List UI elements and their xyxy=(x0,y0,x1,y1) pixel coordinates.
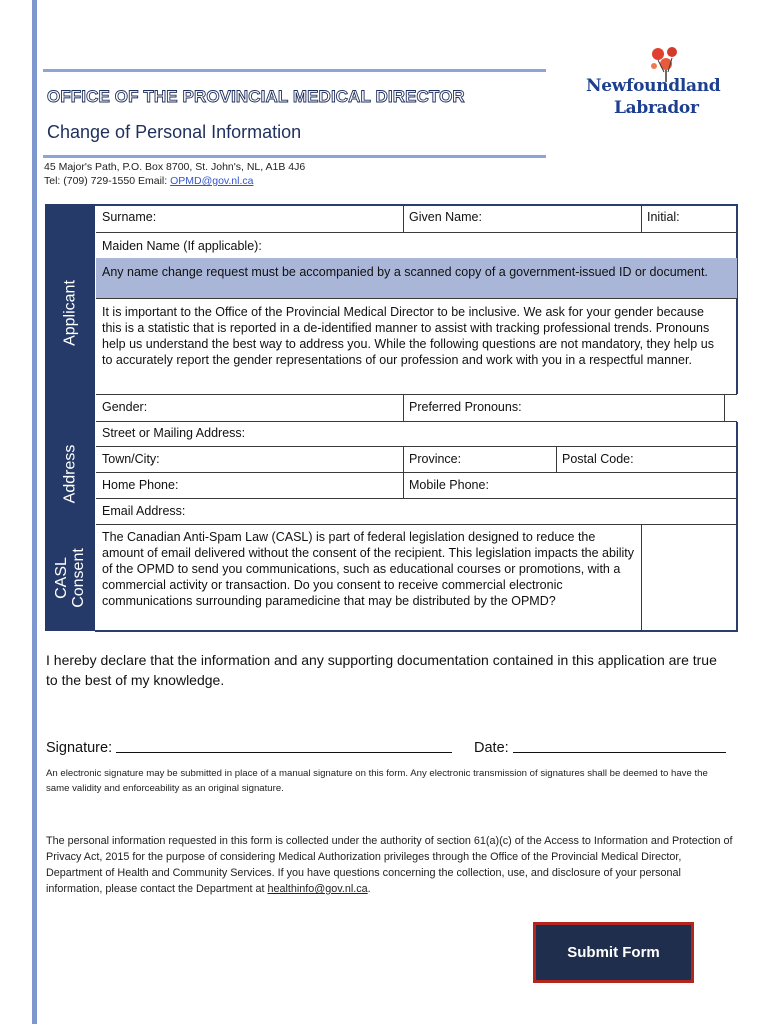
email-address-field[interactable]: Email Address: xyxy=(102,504,186,518)
form-title: Change of Personal Information xyxy=(47,122,302,142)
given-name-field[interactable]: Given Name: xyxy=(409,210,482,224)
surname-field[interactable]: Surname: xyxy=(102,210,157,224)
office-contact xyxy=(44,175,253,187)
table-right-border-lower xyxy=(736,422,738,631)
col-divider xyxy=(403,446,404,498)
left-accent-bar xyxy=(32,0,37,1024)
pronouns-field[interactable]: Preferred Pronouns: xyxy=(409,400,522,414)
logo-text-labrador: Labrador xyxy=(614,98,699,118)
logo-text-newfoundland: Newfoundland xyxy=(586,76,721,96)
section-label-applicant: Applicant xyxy=(61,280,79,346)
nl-logo xyxy=(586,42,731,122)
section-label-casl xyxy=(53,548,87,608)
row-divider xyxy=(96,421,737,422)
email-link[interactable]: OPMD@gov.nl.ca xyxy=(170,175,254,187)
submit-form-button[interactable]: Submit Form xyxy=(533,922,694,983)
maiden-name-field[interactable]: Maiden Name (If applicable): xyxy=(102,239,262,253)
col-divider xyxy=(641,205,642,232)
home-phone-field[interactable]: Home Phone: xyxy=(102,478,179,492)
row-divider xyxy=(96,498,737,499)
esignature-note: An electronic signature may be submitted in place of a manual signature on this form. Any electronic transmission of signatures shall be deemed to have the same validity and enforceability as an original signature. xyxy=(46,768,708,794)
privacy-notice xyxy=(46,833,736,897)
section-tab-address xyxy=(45,422,95,525)
row-divider xyxy=(96,298,737,299)
casl-consent-text: The Canadian Anti-Spam Law (CASL) is part of federal legislation designed to reduce the amount of email delivered without the consent of the recipient. This legislation impacts the ability of the OPMD to send you communications, such as educational courses or promotions, with a commercial activity or transaction. Do you consent to receive commercial electronic communications surrounding paramedicine that may be distributed by the OPMD? xyxy=(102,530,635,608)
section-tab-casl xyxy=(45,525,95,631)
signature-label: Signature: xyxy=(46,740,113,756)
signature-field[interactable] xyxy=(116,752,452,753)
date-label: Date: xyxy=(474,740,509,756)
section-label-address: Address xyxy=(61,444,79,503)
office-address: 45 Major's Path, P.O. Box 8700, St. John's, NL, A1B 4J6 xyxy=(44,161,306,173)
privacy-end: . xyxy=(367,883,371,895)
tel-text: Tel: (709) 729-1550 Email: xyxy=(44,175,171,187)
gender-field[interactable]: Gender: xyxy=(102,400,148,414)
row-divider xyxy=(96,446,737,447)
declaration-text: I hereby declare that the information and any supporting documentation contained in this application are true to the best of my knowledge. xyxy=(46,652,717,688)
gender-inclusion-note: It is important to the Office of the Provincial Medical Director to be inclusive. We ask for your gender because this is a statistic that is reported in a de-identified manner to assist with tracking professional trends. Pronouns help us understand the best way to address you. While the following questions are not mandatory, they help us to accurately report the gender representations of our profession and work with you in a respectful manner. xyxy=(102,305,714,367)
date-field[interactable] xyxy=(513,752,726,753)
privacy-text: The personal information requested in this form is collected under the authority of section 61(a)(c) of the Access to Information and Protection of Privacy Act, 2015 for the purpose of considering Medical Authorization privileges through the Office of the Provincial Medical Director, Department of Health and Community Services. If you have questions concerning the collection, use, and disclosure of your personal information, please contact the Department at xyxy=(46,835,733,895)
province-field[interactable]: Province: xyxy=(409,452,462,466)
casl-label-line1: CASL xyxy=(53,557,70,599)
healthinfo-email-link[interactable]: healthinfo@gov.nl.ca xyxy=(267,883,368,895)
col-divider xyxy=(724,394,725,421)
row-divider xyxy=(96,472,737,473)
postal-code-field[interactable]: Postal Code: xyxy=(562,452,634,466)
section-tab-applicant xyxy=(45,204,95,422)
street-address-field[interactable]: Street or Mailing Address: xyxy=(102,426,246,440)
mobile-phone-field[interactable]: Mobile Phone: xyxy=(409,478,489,492)
row-divider xyxy=(96,232,737,233)
town-city-field[interactable]: Town/City: xyxy=(102,452,160,466)
initial-field[interactable]: Initial: xyxy=(647,210,680,224)
row-divider xyxy=(96,394,737,395)
header-top-rule xyxy=(43,69,546,72)
col-divider xyxy=(403,205,404,232)
casl-label-line2: Consent xyxy=(70,548,87,608)
name-change-note: Any name change request must be accompanied by a scanned copy of a government-issued ID or document. xyxy=(102,265,708,279)
header-bottom-rule xyxy=(43,155,546,158)
org-title: OFFICE OF THE PROVINCIAL MEDICAL DIRECTOR xyxy=(47,87,465,106)
col-divider xyxy=(403,394,404,421)
col-divider xyxy=(556,446,557,472)
col-divider xyxy=(641,524,642,631)
